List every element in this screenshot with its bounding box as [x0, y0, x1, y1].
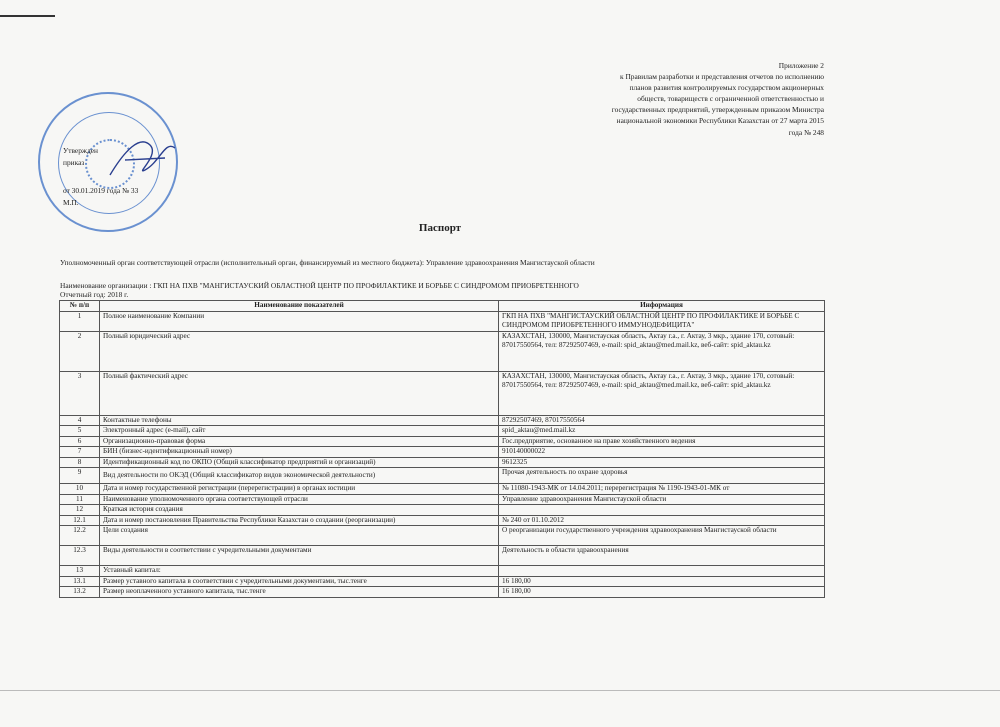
header-indicator: Наименование показателей [100, 301, 499, 312]
row-number: 13.1 [60, 576, 100, 587]
row-label: Вид деятельности по ОКЭД (Общий классификатор видов экономической деятельности) [100, 468, 499, 484]
annex-line: государственных предприятий, утвержденным приказом Министра [611, 105, 824, 115]
row-value: ГКП НА ПХВ "МАНГИСТАУСКИЙ ОБЛАСТНОЙ ЦЕНТР ПО ПРОФИЛАКТИКЕ И БОРЬБЕ С СИНДРОМОМ ПРИОБРЕТЕННОГО ИММУНОДЕФИЦИТА" [499, 311, 825, 331]
row-number: 12.2 [60, 526, 100, 546]
approval-line: Утвержден [63, 146, 98, 155]
table-row [60, 447, 825, 458]
row-value: Управление здравоохранения Мангистауской области [499, 494, 825, 505]
row-value: КАЗАХСТАН, 130000, Мангистауская область, Актау г.а., г. Актау, 3 мкр., здание 170, сотовый: 87017550564, тел: 87292507469, e-mail: spid_aktau@med.mail.kz, веб-сайт: spid_aktau.kz [499, 331, 825, 371]
annex-line: обществ, товариществ с ограниченной ответственностью и [637, 94, 824, 104]
table-row [60, 494, 825, 505]
table-row [60, 371, 825, 415]
table-row [60, 484, 825, 495]
table-row [60, 526, 825, 546]
row-value: 16 180,00 [499, 576, 825, 587]
row-value [499, 505, 825, 516]
row-value: О реорганизации государственного учреждения здравоохранения Мангистауской области [499, 526, 825, 546]
approval-line: приказ [63, 158, 85, 167]
authority-line: Уполномоченный орган соответствующей отрасли (исполнительный орган, финансируемый из местного бюджета): Управление здравоохранения Мангистауской области [60, 258, 595, 267]
table-row [60, 546, 825, 566]
table-row [60, 426, 825, 437]
row-label: Уставный капитал: [100, 566, 499, 577]
row-label: Цели создания [100, 526, 499, 546]
table-row [60, 587, 825, 598]
row-label: Организационно-правовая форма [100, 436, 499, 447]
annex-line: к Правилам разработки и представления отчетов по исполнению [620, 72, 824, 82]
row-label: Полный фактический адрес [100, 371, 499, 415]
passport-table [59, 300, 825, 598]
row-value: Деятельность в области здравоохранения [499, 546, 825, 566]
row-number: 13.2 [60, 587, 100, 598]
row-value: Прочая деятельность по охране здоровья [499, 468, 825, 484]
row-number: 6 [60, 436, 100, 447]
row-label: Наименование уполномоченного органа соответствующей отрасли [100, 494, 499, 505]
row-label: Дата и номер государственной регистрации (перерегистрации) в органах юстиции [100, 484, 499, 495]
table-row [60, 436, 825, 447]
table-row [60, 505, 825, 516]
table-row [60, 457, 825, 468]
row-value: КАЗАХСТАН, 130000, Мангистауская область, Актау г.а., г. Актау, 3 мкр., здание 170, сотовый: 87017550564, тел: 87292507469, e-mail: spid_aktau@med.mail.kz, веб-сайт: spid_aktau.kz [499, 371, 825, 415]
row-value: 910140000022 [499, 447, 825, 458]
row-label: Идентификационный код по ОКПО (Общий классификатор предприятий и организаций) [100, 457, 499, 468]
row-number: 12.3 [60, 546, 100, 566]
row-value: 9612325 [499, 457, 825, 468]
row-label: Полный юридический адрес [100, 331, 499, 371]
row-label: Электронный адрес (e-mail), сайт [100, 426, 499, 437]
row-number: 9 [60, 468, 100, 484]
row-number: 10 [60, 484, 100, 495]
row-number: 12.1 [60, 515, 100, 526]
organization-line: Наименование организации : ГКП НА ПХВ "МАНГИСТАУСКИЙ ОБЛАСТНОЙ ЦЕНТР ПО ПРОФИЛАКТИКЕ И БОРЬБЕ С СИНДРОМОМ ПРИОБРЕТЕННОГО [60, 281, 579, 290]
annex-line: планов развития контролируемых государством акционерных [629, 83, 824, 93]
approval-block [63, 145, 138, 209]
row-label: Полное наименование Компании [100, 311, 499, 331]
row-label: Контактные телефоны [100, 415, 499, 426]
table-row [60, 311, 825, 331]
row-label: Виды деятельности в соответствии с учредительными документами [100, 546, 499, 566]
row-number: 5 [60, 426, 100, 437]
row-value: № 240 от 01.10.2012 [499, 515, 825, 526]
reporting-year-line: Отчетный год: 2018 г. [60, 290, 129, 299]
header-information: Информация [499, 301, 825, 312]
annex-line: Приложение 2 [778, 61, 824, 70]
row-label: БИН (бизнес-идентификационный номер) [100, 447, 499, 458]
row-number: 4 [60, 415, 100, 426]
row-number: 12 [60, 505, 100, 516]
table-row [60, 468, 825, 484]
row-label: Краткая история создания [100, 505, 499, 516]
annex-line: национальной экономики Республики Казахстан от 27 марта 2015 [616, 116, 824, 126]
row-number: 8 [60, 457, 100, 468]
table-row [60, 515, 825, 526]
approval-stamp-label: М.П. [63, 198, 79, 207]
row-number: 7 [60, 447, 100, 458]
row-number: 11 [60, 494, 100, 505]
row-number: 3 [60, 371, 100, 415]
row-label: Дата и номер постановления Правительства Республики Казахстан о создании (реорганизации) [100, 515, 499, 526]
table-row [60, 576, 825, 587]
row-number: 2 [60, 331, 100, 371]
row-label: Размер уставного капитала в соответствии с учредительными документами, тыс.тенге [100, 576, 499, 587]
table-row [60, 331, 825, 371]
row-label: Размер неоплаченного уставного капитала, тыс.тенге [100, 587, 499, 598]
approval-order: от 30.01.2019 года № 33 [63, 186, 139, 195]
top-rule [0, 15, 55, 17]
row-number: 13 [60, 566, 100, 577]
table-header-row [60, 301, 825, 312]
annex-block [524, 60, 824, 138]
row-value [499, 566, 825, 577]
header-number: № п/п [60, 301, 100, 312]
table-row [60, 566, 825, 577]
row-value: 16 180,00 [499, 587, 825, 598]
row-value: spid_aktau@med.mail.kz [499, 426, 825, 437]
row-value: 87292507469, 87017550564 [499, 415, 825, 426]
annex-line: года № 248 [788, 127, 824, 137]
table-row [60, 415, 825, 426]
row-number: 1 [60, 311, 100, 331]
page-title: Паспорт [418, 222, 462, 234]
row-value: Гос.предприятие, основанное на праве хозяйственного ведения [499, 436, 825, 447]
row-value: № 11080-1943-МК от 14.04.2011; перерегистрация № 1190-1943-01-МК от [499, 484, 825, 495]
page-edge-line [0, 690, 1000, 691]
